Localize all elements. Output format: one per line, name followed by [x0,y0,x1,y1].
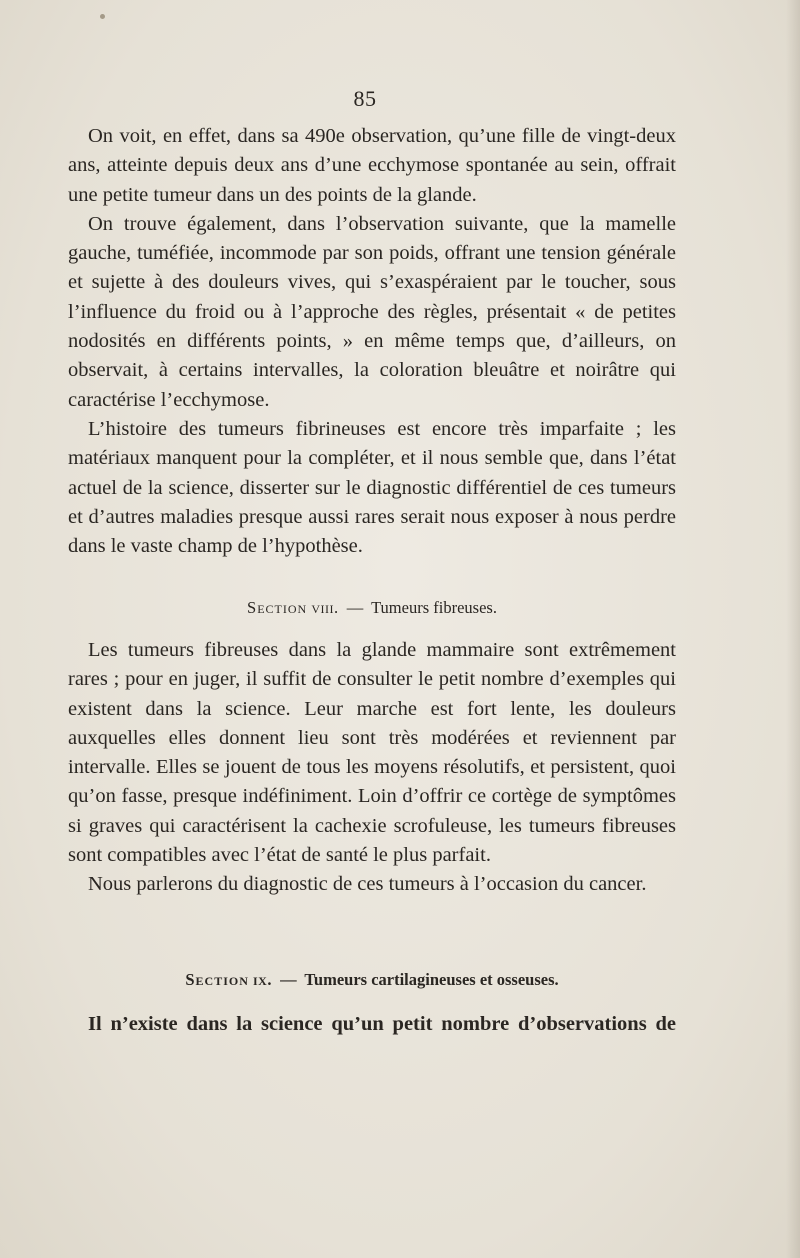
paragraph-tumeurs-fibrineuses: L’histoire des tumeurs fibrineuses est encore très imparfaite ; les matériaux manquent pour la compléter, et il nous semble que, dans l’état actuel de la science, disserter sur le diagnostic différentiel de ces tumeurs et d’autres maladies presque aussi rares serait nous exposer à nous perdre dans le vaste champ de l’hypothèse. [68,417,676,558]
section-8-text [68,636,676,900]
paragraph-observation-suivante: On trouve également, dans l’observation suivante, que la mamelle gauche, tuméfiée, incommode par son poids, offrant une tension générale et sujette à des douleurs vives, qui s’exaspéraient par le toucher, sous l’influence du froid ou à l’approche des règles, présentait « de petites nodosités en différents points, » en même temps que, d’ailleurs, on observait, à certains intervalles, la coloration bleuâtre et noirâtre qui caractérise l’ecchymose. [68,212,676,411]
paragraph-observation-490: On voit, en effet, dans sa 490e observation, qu’une fille de vingt-deux ans, atteinte depuis deux ans d’une ecchymose spontanée au sein, offrait une petite tumeur dans un des points de la glande. [68,125,676,206]
paragraph-cartilagineuses: Il n’existe dans la science qu’un petit nombre d’observations de [88,1013,676,1035]
paragraph-tumeurs-fibreuses: Les tumeurs fibreuses dans la glande mammaire sont extrêmement rares ; pour en juger, il suffit de consulter le petit nombre d’exemples qui existent dans la science. Leur marche est fort lente, les douleurs auxquelles elles donnent lieu sont très modérées et reviennent par intervalle. Elles se jouent de tous les moyens résolutifs, et persistent, quoi qu’on fasse, presque indéfiniment. Loin d’offrir ce cortège de symptômes si graves qui caractérisent la cachexie scrofuleuse, les tumeurs fibreuses sont compatibles avec l’état de santé le plus parfait. [68,639,676,867]
section-8-heading [68,598,676,618]
section-9-text [68,1010,676,1039]
section-9-number: ix. [253,970,272,989]
section-9-separator: — [280,970,297,989]
paragraph-diagnostic-cancer: Nous parlerons du diagnostic de ces tumeurs à l’occasion du cancer. [88,873,647,896]
section-9-heading [68,970,676,990]
section-8-separator: — [346,598,364,617]
page-number: 85 [353,86,377,111]
section-8-number: viii. [311,598,339,617]
section-9-title: Tumeurs cartilagineuses et osseuses. [304,970,559,989]
paper-spot [100,14,105,19]
section-8-label: Section [247,598,308,617]
section-9-label: Section [185,970,249,989]
section-8-title: Tumeurs fibreuses. [371,598,497,617]
opening-text [68,122,676,561]
page-edge-shadow [786,0,800,1258]
